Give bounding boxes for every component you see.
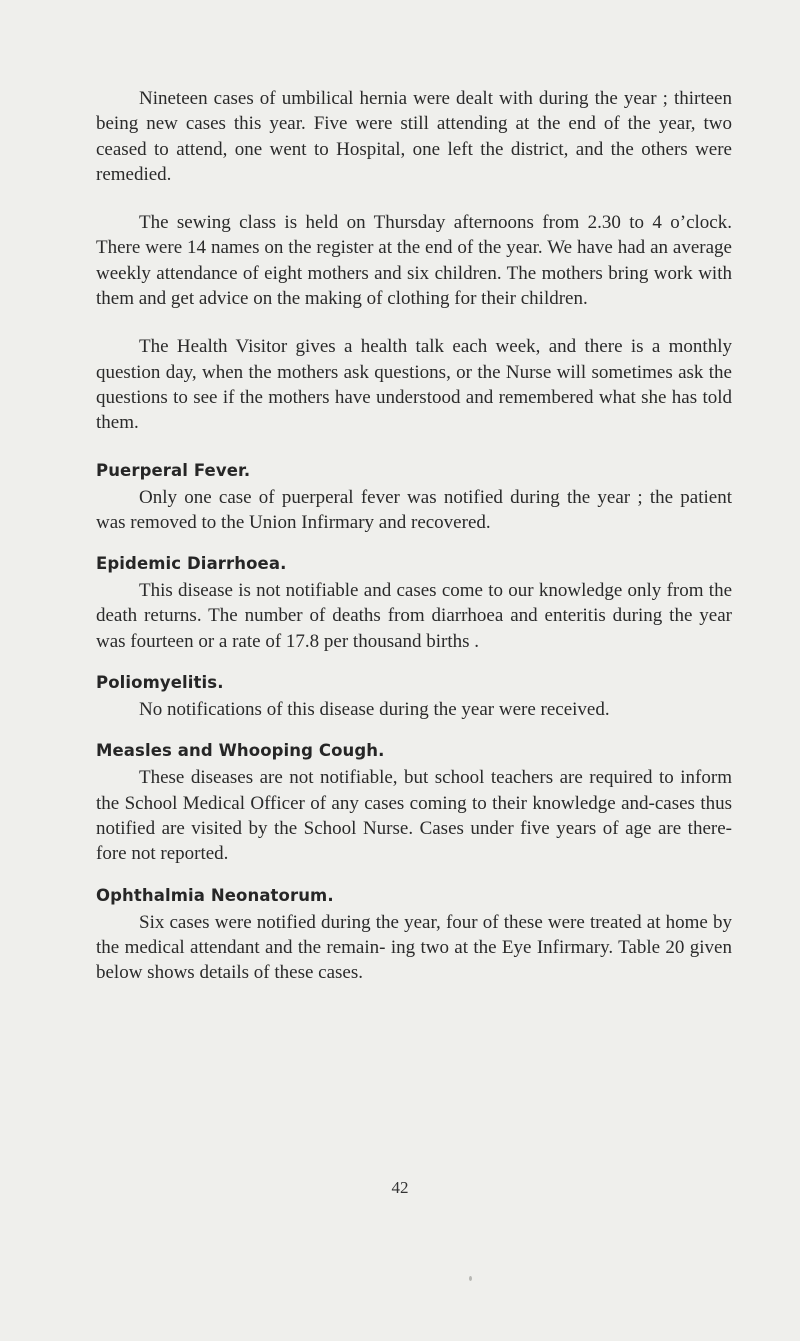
paragraph-measles-whooping-cough: These diseases are not notifiable, but school teachers are required to inform the School Medical Officer of any cases coming to their knowledge and-cases thus notified are visited by the School Nurse. Cases under five years of age are there- fore not reported.	[96, 767, 732, 865]
paragraph-poliomyelitis: No notifications of this disease during the year were received.	[139, 699, 610, 721]
paragraph-epidemic-diarrhoea: This disease is not notifiable and cases come to our knowledge only from the death returns. The number of deaths from diarrhoea and enteritis during the year was fourteen or a rate of 17.8 per thousand births .	[96, 580, 732, 652]
paper-speck	[469, 1276, 472, 1281]
paragraph-sewing-class: The sewing class is held on Thursday afternoons from 2.30 to 4 o’clock. There were 14 names on the register at the end of the year. We have had an average weekly attendance of eight mothers and six children. The mothers bring work with them and get advice on the making of clothing for their children.	[96, 212, 732, 310]
heading-epidemic-diarrhoea: Epidemic Diarrhoea.	[96, 554, 287, 574]
section-ophthalmia-neonatorum	[96, 884, 732, 986]
heading-ophthalmia-neonatorum: Ophthalmia Neonatorum.	[96, 885, 334, 905]
section-poliomyelitis	[96, 671, 732, 722]
paragraph-puerperal-fever: Only one case of puerperal fever was notified during the year ; the patient was removed to the Union Infirmary and recovered.	[96, 486, 732, 533]
section-epidemic-diarrhoea	[96, 552, 732, 654]
page-number: 42	[391, 1178, 409, 1197]
heading-measles-whooping-cough: Measles and Whooping Cough.	[96, 741, 385, 761]
paragraph-ophthalmia-neonatorum: Six cases were notified during the year, four of these were treated at home by the medical attendant and the remain- ing two at the Eye Infirmary. Table 20 given below shows details of these cases.	[96, 911, 732, 984]
heading-puerperal-fever: Puerperal Fever.	[96, 460, 251, 480]
paragraph-health-visitor: The Health Visitor gives a health talk each week, and there is a monthly question day, when the mothers ask questions, or the Nurse will sometimes ask the questions to see if the mothers have understood and remembered what she has told them.	[96, 336, 732, 434]
section-measles-whooping-cough	[96, 739, 732, 866]
heading-poliomyelitis: Poliomyelitis.	[96, 673, 224, 693]
document-page	[96, 86, 732, 985]
paragraph-umbilical-hernia: Nineteen cases of umbilical hernia were dealt with during the year ; thirteen being new cases this year. Five were still attending at the end of the year, two ceased to attend, one went to Hospital, one left the district, and the others were remedied.	[96, 88, 732, 185]
section-puerperal-fever	[96, 459, 732, 536]
